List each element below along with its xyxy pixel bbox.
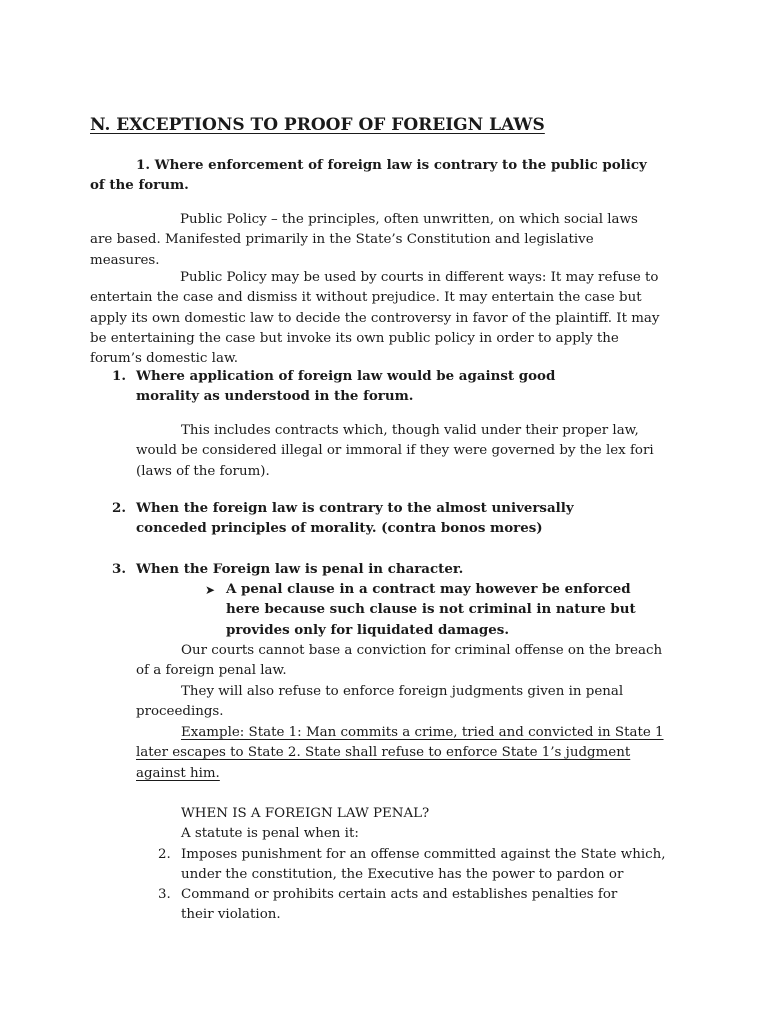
list-number: 1. xyxy=(112,368,126,384)
bullet-point: A penal clause in a contract may however be enforced here because such clause is not criminal in nature but provides only for liquidated damages. xyxy=(226,581,636,638)
list-number: 2. xyxy=(158,847,171,862)
penal-para-conviction: Our courts cannot base a conviction for criminal offense on the breach of a foreign penal law. xyxy=(136,643,663,679)
penal-criterion: Imposes punishment for an offense committed against the State which, under the constitution, the Executive has the power to pardon or xyxy=(181,847,666,883)
penal-para-judgments: They will also refuse to enforce foreign judgments given in penal proceedings. xyxy=(136,684,624,720)
penal-criterion: Command or prohibits certain acts and establishes penalties for their violation. xyxy=(181,887,618,923)
arrowhead-bullet-icon: ➤ xyxy=(205,583,216,597)
list-item-note: This includes contracts which, though valid under their proper law, would be considered illegal or immoral if they were governed by the lex fori (laws of the forum). xyxy=(136,423,654,479)
penal-subheading: WHEN IS A FOREIGN LAW PENAL? xyxy=(181,806,430,821)
list-item-text: When the Foreign law is penal in character. xyxy=(136,561,464,577)
list-item-text: Where application of foreign law would be against good morality as understood in the forum. xyxy=(136,368,556,405)
list-item-text: When the foreign law is contrary to the almost universally conceded principles of morality. (contra bonos mores) xyxy=(136,500,574,537)
list-number: 2. xyxy=(112,500,126,516)
section-heading: N. EXCEPTIONS TO PROOF OF FOREIGN LAWS xyxy=(90,115,545,135)
list-number: 3. xyxy=(112,561,126,577)
list-number: 3. xyxy=(158,887,171,902)
penal-lead: A statute is penal when it: xyxy=(181,826,359,841)
public-policy-usage: Public Policy may be used by courts in different ways: It may refuse to entertain the case and dismiss it without prejudice. It may entertain the case but apply its own domestic law to decide the controversy in favor of the plaintiff. It may be entertaining the case but invoke its own public policy in order to apply the forum’s domestic law. xyxy=(90,270,660,367)
penal-example: Example: State 1: Man commits a crime, tried and convicted in State 1 later escapes to State 2. State shall refuse to enforce State 1’s judgment against him. xyxy=(136,725,664,781)
public-policy-definition: Public Policy – the principles, often unwritten, on which social laws are based. Manifested primarily in the State’s Constitution and legislative measures. xyxy=(90,212,638,268)
intro-item: 1. Where enforcement of foreign law is contrary to the public policy of the forum. xyxy=(90,157,647,194)
